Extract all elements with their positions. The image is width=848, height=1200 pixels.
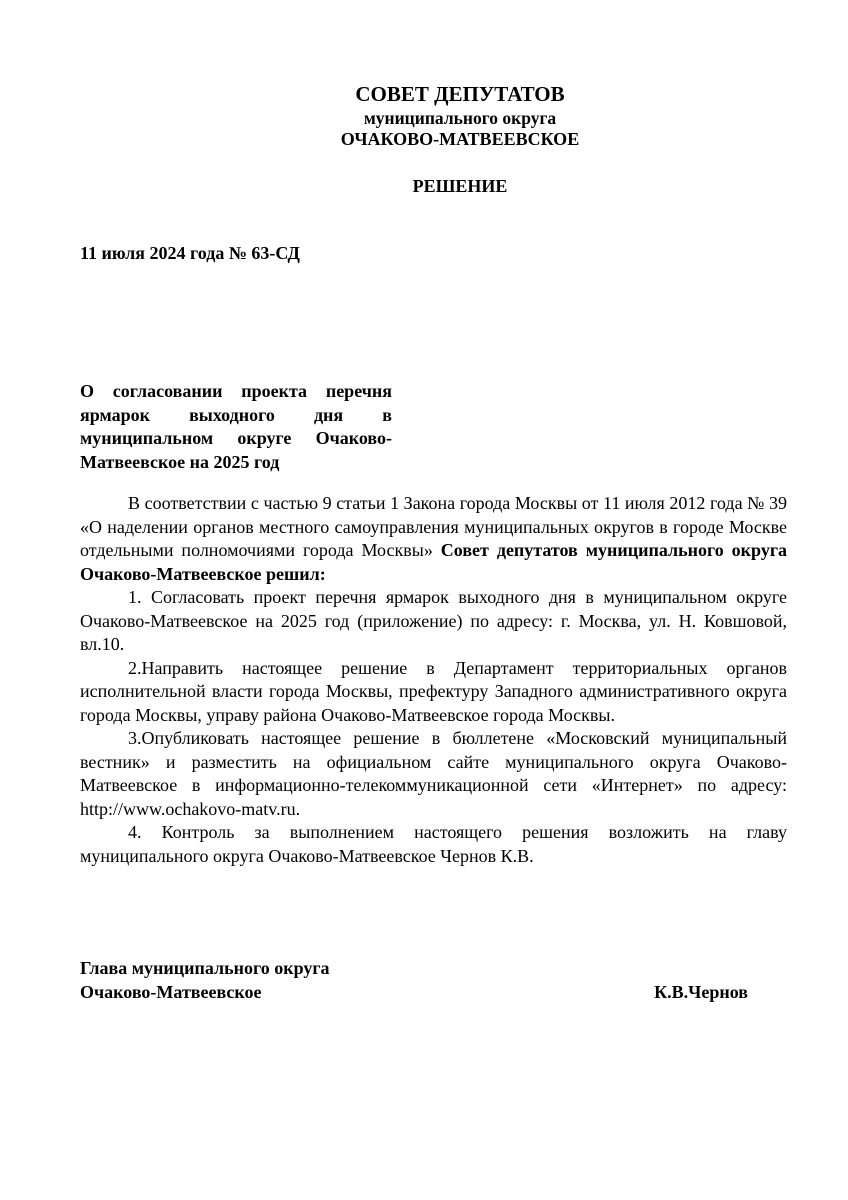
signer-title-line1: Глава муниципального округа (80, 958, 330, 978)
signature-block (80, 956, 748, 1004)
item-2: 2.Направить настоящее решение в Департамент территориальных органов исполнительной власти города Москвы, префектуру Западного административного округа города Москвы, управу района Очаково-Матвеевское города Москвы. (80, 657, 787, 725)
signer-name: К.В.Чернов (654, 982, 748, 1002)
decision-body (80, 492, 787, 868)
item-1: 1. Согласовать проект перечня ярмарок выходного дня в муниципальном округе Очаково-Матвеевское на 2025 год (приложение) по адресу: г. Москва, ул. Н. Ковшовой, вл.10. (80, 587, 787, 654)
preamble (80, 492, 787, 586)
item-4: 4. Контроль за выполнением настоящего решения возложить на главу муниципального округа Очаково-Матвеевское Чернов К.В. (80, 822, 787, 866)
item-3: 3.Опубликовать настоящее решение в бюллетене «Московский муниципальный вестник» и разместить на официальном сайте муниципального округа Очаково-Матвеевское в информационно-телекоммуникационной сети «Интернет» по адресу: http://www.ochakovo-matv.ru. (80, 728, 787, 819)
district-line: муниципального округа (363, 108, 557, 128)
signer-title-line2: Очаково-Матвеевское (80, 982, 262, 1002)
decision-subject: О согласовании проекта перечня ярмарок выходного дня в муниципальном округе Очаково-Матвеевское на 2025 год (80, 381, 392, 472)
council-title: СОВЕТ ДЕПУТАТОВ (355, 82, 565, 106)
preamble-resolution: Совет депутатов муниципального округа Очаково-Матвеевское решил: (80, 540, 787, 584)
document-type: РЕШЕНИЕ (412, 176, 508, 196)
date-number: 11 июля 2024 года № 63-СД (80, 243, 300, 263)
district-name: ОЧАКОВО-МАТВЕЕВСКОЕ (340, 129, 580, 149)
preamble-text: В соответствии с частью 9 статьи 1 Закона города Москвы от 11 июля 2012 года № 39 «О наделении органов местного самоуправления муниципальных округов в городе Москве отдельными полномочиями города Москвы» (80, 493, 787, 560)
